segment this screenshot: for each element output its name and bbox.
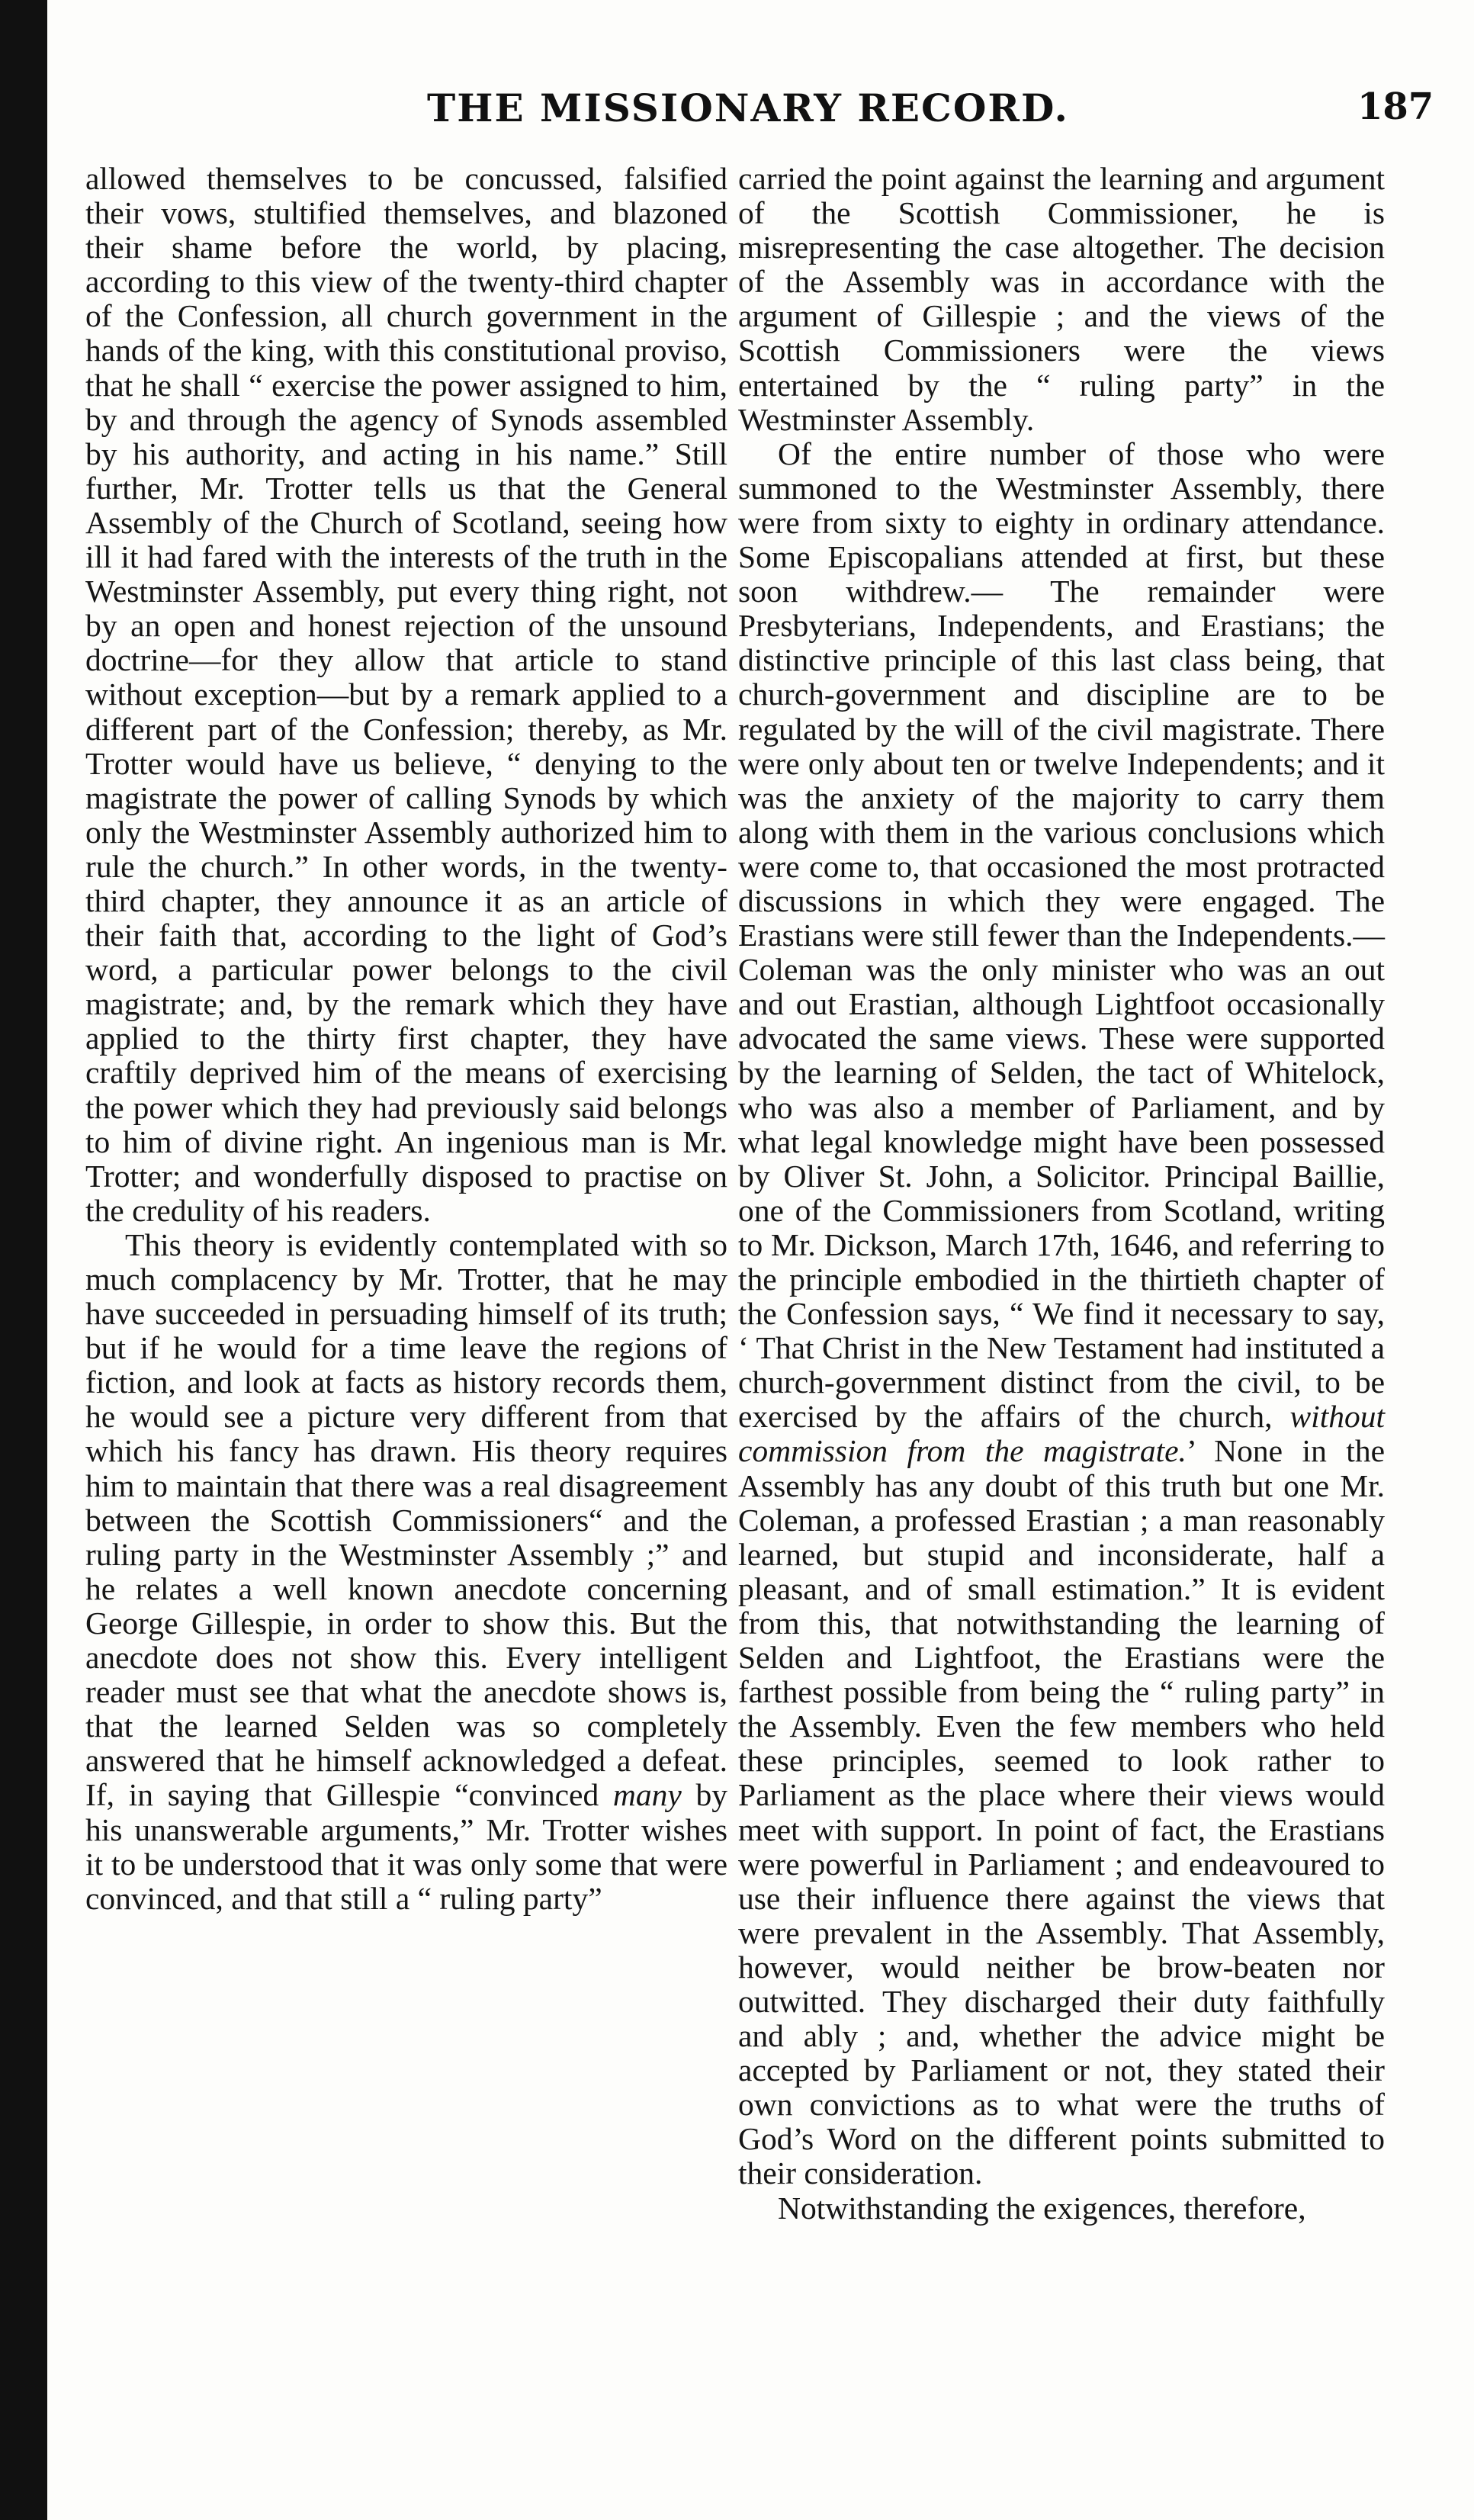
page-number: 187	[1357, 85, 1434, 128]
journal-title: THE MISSIONARY RECORD.	[427, 85, 1069, 130]
right-paragraph-2	[738, 437, 1385, 2191]
right-paragraph-2-tail: ’ None in the Assembly has any doubt of this truth but one Mr. Coleman, a professed Erastian ; a man reasonably learned, but stupid and inconsiderate, half a pleasant, and of small estimation.” It is evident from this, that notwithstanding the learning of Selden and Lightfoot, the Erastians were the farthest possible from being the “ ruling party” in the Assembly. Even the few members who held these principles, seemed to look rather to Parliament as the place where their views would meet with support. In point of fact, the Erastians were powerful in Parliament ; and endeavoured to use their influence there against the views that were prevalent in the Assembly. That Assembly, however, would neither be brow-beaten nor outwitted. They discharged their duty faithfully and ably ; and, whether the advice might be accepted by Parliament or not, they stated their own convictions as to what were the truths of God’s Word on the different points submitted to their consideration.	[738, 1433, 1386, 2191]
right-paragraph-2-emphasis: without commission from the magistrate.	[738, 1399, 1386, 1469]
left-paragraph-2-tail: by his unanswerable arguments,” Mr. Trotter wishes it to be understood that it was only some that were convinced, and that still a “ ruling party”	[85, 1777, 728, 1916]
left-paragraph-2-text: This theory is evidently contemplated with so much complacency by Mr. Trotter, that he may have succeeded in persuading himself of its truth; but if he would for a time leave the regions of fiction, and look at facts as history records them, he would see a picture very different from that which his fancy has drawn. His theory requires him to maintain that there was a real disagreement between the Scottish Commissioners“ and the ruling party in the Westminster Assembly ;” and he relates a well known anecdote concerning George Gillespie, in order to show this. But the anecdote does not show this. Every intelligent reader must see that what the anecdote shows is, that the learned Selden was so completely answered that he himself acknowledged a defeat. If, in saying that Gillespie “convinced	[85, 1226, 727, 1813]
left-column	[85, 162, 727, 1916]
right-paragraph-3: Notwithstanding the exigences, therefore,	[778, 2190, 1306, 2226]
left-paragraph-2-emphasis: many	[612, 1777, 682, 1813]
page-binding-edge	[0, 0, 47, 2520]
running-header	[0, 85, 1474, 139]
right-paragraph-1: carried the point against the learning and argument of the Scottish Commissioner, he is misrepresenting the case altogether. The decision of the Assembly was in accordance with the argument of Gillespie ; and the views of the Scottish Commissioners were the views entertained by the “ ruling party” in the Westminster Assembly.	[738, 161, 1385, 437]
right-paragraph-2-text: Of the entire number of those who were summoned to the Westminster Assembly, there were from sixty to eighty in ordinary attendance. Some Episcopalians attended at first, but these soon withdrew.— The remainder were Presbyterians, Independents, and Erastians; the distinctive principle of this last class being, that church-government and discipline are to be regulated by the will of the civil magistrate. There were only about ten or twelve Independents; and it was the anxiety of the majority to carry them along with them in the various conclusions which were come to, that occasioned the most protracted discussions in which they were engaged. The Erastians were still fewer than the Independents.— Coleman was the only minister who was an out and out Erastian, although Lightfoot occasionally advocated the same views. These were supported by the learning of Selden, the tact of Whitelock, who was also a member of Parliament, and by what legal knowledge might have been possessed by Oliver St. John, a Solicitor. Principal Baillie, one of the Commissioners from Scotland, writing to Mr. Dickson, March 17th, 1646, and referring to the principle embodied in the thirtieth chapter of the Confession says, “ We find it necessary to say, ‘ That Christ in the New Testament had instituted a church-government distinct from the civil, to be exercised by the affairs of the church,	[738, 436, 1385, 1435]
right-column	[738, 162, 1385, 2226]
left-paragraph-1: allowed themselves to be concussed, falsified their vows, stultified themselves, and blazoned their shame before the world, by placing, according to this view of the twenty-third chapter of the Confession, all church government in the hands of the king, with this constitutional proviso, that he shall “ exercise the power assigned to him, by and through the agency of Synods assembled by his authority, and acting in his name.” Still further, Mr. Trotter tells us that the General Assembly of the Church of Scotland, seeing how ill it had fared with the interests of the truth in the Westminster Assembly, put every thing right, not by an open and honest rejection of the unsound doctrine—for they allow that article to stand without exception—but by a remark applied to a different part of the Confession; thereby, as Mr. Trotter would have us believe, “ denying to the magistrate the power of calling Synods by which only the Westminster Assembly authorized him to rule the church.” In other words, in the twenty-third chapter, they announce it as an article of their faith that, according to the light of God’s word, a particular power belongs to the civil magistrate; and, by the remark which they have applied to the thirty first chapter, they have craftily deprived him of the means of exercising the power which they had previously said belongs to him of divine right. An ingenious man is Mr. Trotter; and wonderfully disposed to practise on the credulity of his readers.	[85, 161, 727, 1228]
left-paragraph-2	[85, 1228, 727, 1916]
